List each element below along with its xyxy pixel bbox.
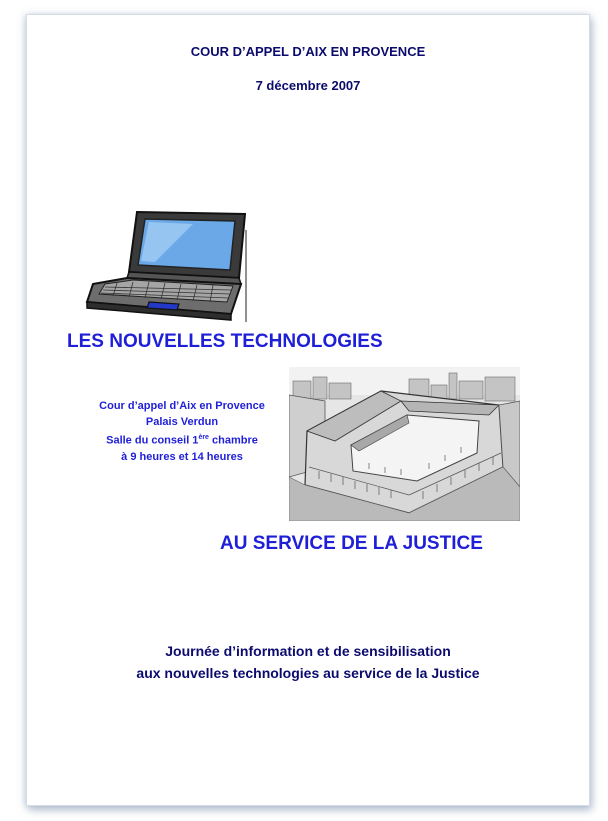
- title-line-2: AU SERVICE DE LA JUSTICE: [220, 533, 483, 554]
- venue-line-1: Cour d’appel d’Aix en Provence: [99, 400, 265, 412]
- venue-line-3-suffix: chambre: [208, 434, 258, 447]
- title-line-1: LES NOUVELLES TECHNOLOGIES: [67, 331, 383, 352]
- document-page: [26, 14, 590, 806]
- venue-line-4: à 9 heures et 14 heures: [121, 450, 243, 463]
- venue-block: [67, 398, 297, 465]
- header-date: 7 décembre 2007: [255, 78, 361, 93]
- venue-line-3-sup: ère: [198, 434, 209, 441]
- venue-line-3: [67, 430, 297, 449]
- venue-line-3-prefix: Salle du conseil 1: [106, 434, 199, 447]
- footer-block: [27, 640, 589, 684]
- footer-line-2: aux nouvelles technologies au service de la Justice: [136, 665, 480, 681]
- palais-verdun-photo: [289, 367, 520, 521]
- laptop-icon: [83, 210, 249, 322]
- footer-line-1: Journée d’information et de sensibilisation: [165, 643, 451, 659]
- header-organization: COUR D’APPEL D’AIX EN PROVENCE: [190, 44, 426, 59]
- venue-line-2: Palais Verdun: [145, 416, 219, 428]
